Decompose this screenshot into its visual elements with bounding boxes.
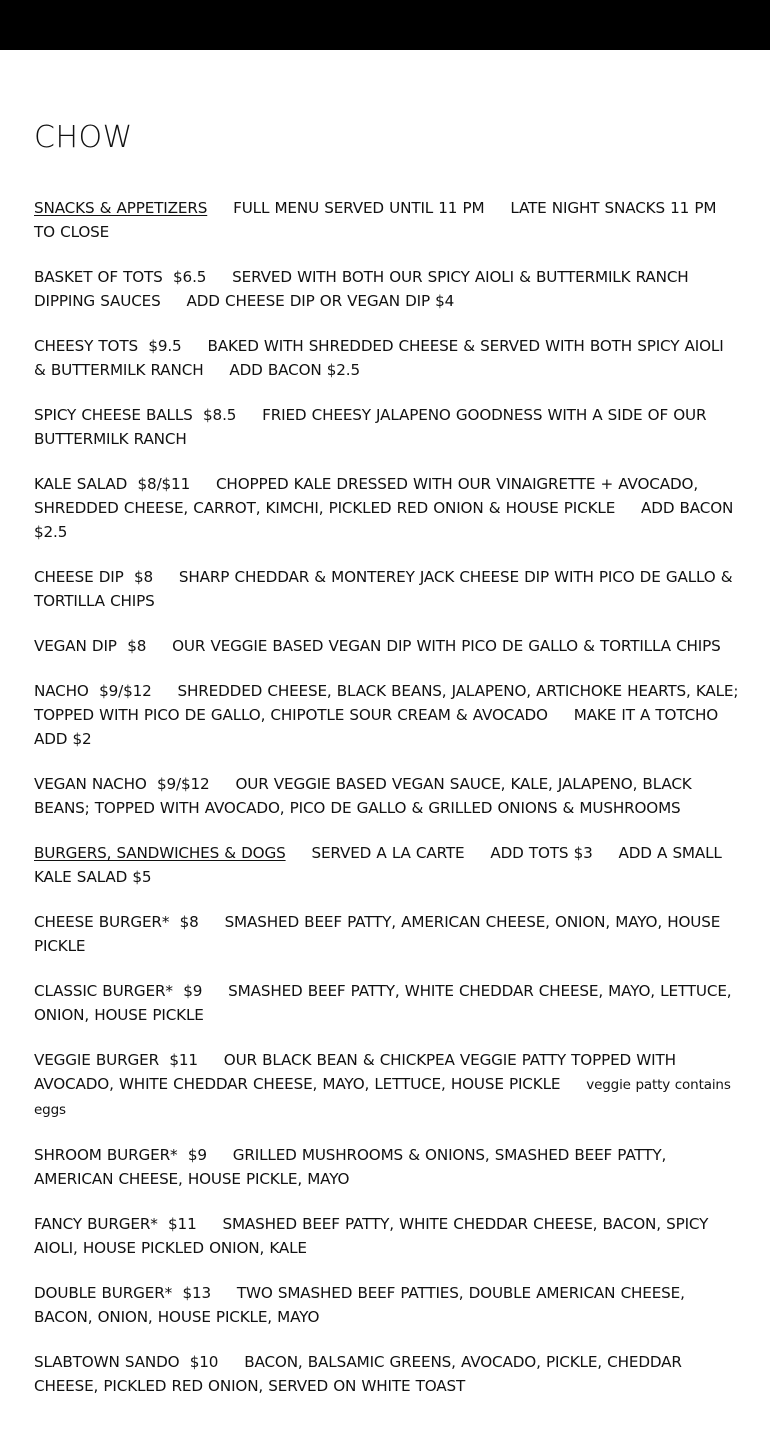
menu-item [34, 403, 740, 451]
top-header-bar [0, 0, 770, 50]
item-name: DOUBLE BURGER* [34, 1284, 173, 1302]
item-name: SPICY CHEESE BALLS [34, 406, 193, 424]
item-name: CHEESE BURGER* [34, 913, 170, 931]
item-description: OUR BLACK BEAN & CHICKPEA VEGGIE PATTY TOPPED WITH AVOCADO, WHITE CHEDDAR CHEESE, MAYO, LETTUCE, HOUSE PICKLE [34, 1051, 676, 1093]
section-note: ADD TOTS $3 [490, 844, 593, 862]
item-description: CHOPPED KALE DRESSED WITH OUR VINAIGRETTE + AVOCADO, SHREDDED CHEESE, CARROT, KIMCHI, PICKLED RED ONION & HOUSE PICKLE [34, 475, 699, 517]
item-price: $8 [133, 568, 154, 586]
menu-item [34, 265, 740, 313]
item-name: FANCY BURGER* [34, 1215, 158, 1233]
section-note: ADD A SMALL KALE SALAD $5 [34, 844, 722, 886]
item-note: veggie patty contains eggs [34, 1077, 731, 1118]
menu-item [34, 772, 740, 820]
item-description: SHREDDED CHEESE, BLACK BEANS, JALAPENO, ARTICHOKE HEARTS, KALE; TOPPED WITH PICO DE GALLO, CHIPOTLE SOUR CREAM & AVOCADO [34, 682, 739, 724]
menu-item [34, 1350, 740, 1398]
item-name: KALE SALAD [34, 475, 128, 493]
item-price: $8 [179, 913, 199, 931]
menu-content [34, 118, 740, 1419]
item-extra: ADD BACON $2.5 [34, 499, 734, 541]
item-price: $9 [187, 1146, 207, 1164]
item-description: FRIED CHEESY JALAPENO GOODNESS WITH A SIDE OF OUR BUTTERMILK RANCH [34, 406, 707, 448]
menu-item [34, 679, 740, 751]
menu-item [34, 565, 740, 613]
item-name: CHEESE DIP [34, 568, 124, 586]
page-title: CHOW [34, 120, 133, 155]
item-name: VEGGIE BURGER [34, 1051, 159, 1069]
item-name: NACHO [34, 682, 89, 700]
item-price: $9/$12 [157, 775, 210, 793]
item-extra: MAKE IT A TOTCHO ADD $2 [34, 706, 719, 748]
item-name: VEGAN NACHO [34, 775, 147, 793]
item-name: SLABTOWN SANDO [34, 1353, 180, 1371]
section-header [34, 841, 740, 889]
item-name: SHROOM BURGER* [34, 1146, 178, 1164]
menu-item [34, 1281, 740, 1329]
item-description: OUR VEGGIE BASED VEGAN SAUCE, KALE, JALAPENO, BLACK BEANS; TOPPED WITH AVOCADO, PICO DE GALLO & GRILLED ONIONS & MUSHROOMS [34, 775, 692, 817]
item-price: $11 [168, 1215, 197, 1233]
item-price: $10 [189, 1353, 219, 1371]
item-description: SMASHED BEEF PATTY, AMERICAN CHEESE, ONION, MAYO, HOUSE PICKLE [34, 913, 721, 955]
menu-item [34, 472, 740, 544]
menu-item [34, 910, 740, 958]
menu-item [34, 634, 740, 658]
menu-item [34, 979, 740, 1027]
item-name: CLASSIC BURGER* [34, 982, 173, 1000]
menu-list [34, 196, 740, 1398]
item-description: TWO SMASHED BEEF PATTIES, DOUBLE AMERICAN CHEESE, BACON, ONION, HOUSE PICKLE, MAYO [34, 1284, 685, 1326]
item-price: $13 [182, 1284, 211, 1302]
item-price: $6.5 [173, 268, 207, 286]
menu-item [34, 334, 740, 382]
item-name: CHEESY TOTS [34, 337, 138, 355]
item-price: $9 [183, 982, 203, 1000]
item-description: OUR VEGGIE BASED VEGAN DIP WITH PICO DE GALLO & TORTILLA CHIPS [172, 637, 721, 655]
section-title: BURGERS, SANDWICHES & DOGS [34, 844, 286, 862]
item-price: $9/$12 [99, 682, 152, 700]
item-description: BAKED WITH SHREDDED CHEESE & SERVED WITH BOTH SPICY AIOLI & BUTTERMILK RANCH [34, 337, 724, 379]
item-extra: ADD BACON $2.5 [229, 361, 361, 379]
item-name: VEGAN DIP [34, 637, 117, 655]
section-note: FULL MENU SERVED UNTIL 11 PM [233, 199, 485, 217]
section-note: SERVED A LA CARTE [311, 844, 465, 862]
menu-item [34, 1143, 740, 1191]
section-header [34, 196, 740, 244]
item-price: $9.5 [148, 337, 182, 355]
item-description: GRILLED MUSHROOMS & ONIONS, SMASHED BEEF PATTY, AMERICAN CHEESE, HOUSE PICKLE, MAYO [34, 1146, 667, 1188]
menu-item [34, 1212, 740, 1260]
item-description: BACON, BALSAMIC GREENS, AVOCADO, PICKLE, CHEDDAR CHEESE, PICKLED RED ONION, SERVED ON WHITE TOAST [34, 1353, 682, 1395]
item-price: $8.5 [203, 406, 237, 424]
item-description: SHARP CHEDDAR & MONTEREY JACK CHEESE DIP WITH PICO DE GALLO & TORTILLA CHIPS [34, 568, 733, 610]
item-description: SMASHED BEEF PATTY, WHITE CHEDDAR CHEESE, BACON, SPICY AIOLI, HOUSE PICKLED ONION, KALE [34, 1215, 709, 1257]
item-name: BASKET OF TOTS [34, 268, 163, 286]
item-price: $11 [169, 1051, 198, 1069]
item-description: SMASHED BEEF PATTY, WHITE CHEDDAR CHEESE, MAYO, LETTUCE, ONION, HOUSE PICKLE [34, 982, 732, 1024]
item-price: $8 [127, 637, 147, 655]
section-note: LATE NIGHT SNACKS 11 PM TO CLOSE [34, 199, 717, 241]
item-extra: ADD CHEESE DIP OR VEGAN DIP $4 [186, 292, 455, 310]
item-description: SERVED WITH BOTH OUR SPICY AIOLI & BUTTERMILK RANCH DIPPING SAUCES [34, 268, 689, 310]
item-price: $8/$11 [137, 475, 191, 493]
section-title: SNACKS & APPETIZERS [34, 199, 208, 217]
menu-item [34, 1048, 740, 1122]
